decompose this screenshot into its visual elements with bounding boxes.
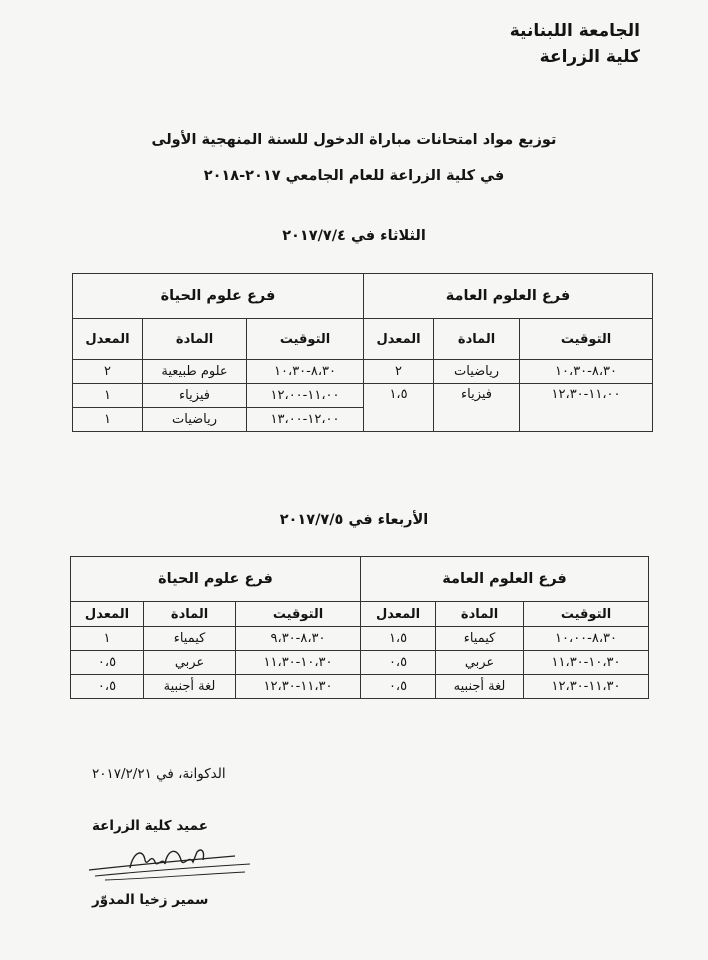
cell-coefficient: ٢ bbox=[364, 360, 434, 384]
cell-time: ٨،٣٠-١٠،٣٠ bbox=[520, 360, 653, 384]
cell-time: ١٠،٣٠-١١،٣٠ bbox=[236, 651, 361, 675]
table-row bbox=[71, 627, 649, 651]
cell-subject: لغة أجنبية bbox=[144, 675, 236, 699]
table-row bbox=[73, 360, 653, 384]
column-header-time: التوقيت bbox=[247, 319, 364, 360]
dean-name: سمير زخيا المدوّر bbox=[92, 892, 209, 908]
cell-subject: عربي bbox=[436, 651, 524, 675]
column-header-subject: المادة bbox=[436, 602, 524, 627]
column-header-coefficient: المعدل bbox=[361, 602, 436, 627]
table-row bbox=[71, 651, 649, 675]
cell-time: ١١،٠٠-١٢،٣٠ bbox=[520, 384, 653, 432]
cell-time: ١٠،٣٠-١١،٣٠ bbox=[524, 651, 649, 675]
day1-life-branch-header: فرع علوم الحياة bbox=[73, 274, 364, 319]
day2-life-branch-header: فرع علوم الحياة bbox=[71, 557, 361, 602]
column-header-time: التوقيت bbox=[520, 319, 653, 360]
column-header-time: التوقيت bbox=[524, 602, 649, 627]
place-and-date: الدكوانة، في ٢٠١٧/٢/٢١ bbox=[92, 766, 226, 782]
cell-coefficient: ٠،٥ bbox=[361, 675, 436, 699]
cell-coefficient: ١ bbox=[71, 627, 144, 651]
cell-time: ٨،٣٠-١٠،٣٠ bbox=[247, 360, 364, 384]
dean-title: عميد كلية الزراعة bbox=[92, 818, 208, 834]
cell-subject: فيزياء bbox=[434, 384, 520, 432]
cell-subject: كيمياء bbox=[144, 627, 236, 651]
cell-time: ٨،٣٠-١٠،٠٠ bbox=[524, 627, 649, 651]
cell-coefficient: ٠،٥ bbox=[71, 651, 144, 675]
cell-coefficient: ٢ bbox=[73, 360, 143, 384]
university-name: الجامعة اللبنانية bbox=[509, 21, 640, 41]
dean-signature bbox=[85, 838, 255, 888]
document-title-line-2: في كلية الزراعة للعام الجامعي ٢٠١٧-٢٠١٨ bbox=[203, 168, 505, 184]
day2-heading: الأربعاء في ٢٠١٧/٧/٥ bbox=[279, 512, 429, 528]
cell-time: ٨،٣٠-٩،٣٠ bbox=[236, 627, 361, 651]
cell-coefficient: ١ bbox=[73, 384, 143, 408]
document-title-line-1: توزيع مواد امتحانات مباراة الدخول للسنة المنهجية الأولى bbox=[151, 132, 557, 148]
cell-time: ١١،٣٠-١٢،٣٠ bbox=[236, 675, 361, 699]
day1-heading: الثلاثاء في ٢٠١٧/٧/٤ bbox=[282, 228, 426, 244]
cell-time: ١١،٠٠-١٢،٠٠ bbox=[247, 384, 364, 408]
cell-coefficient: ٠،٥ bbox=[361, 651, 436, 675]
day2-schedule-table bbox=[70, 556, 649, 699]
cell-coefficient: ٠،٥ bbox=[71, 675, 144, 699]
table-row bbox=[73, 384, 653, 408]
column-header-subject: المادة bbox=[143, 319, 247, 360]
column-header-coefficient: المعدل bbox=[71, 602, 144, 627]
cell-coefficient: ١،٥ bbox=[361, 627, 436, 651]
column-header-subject: المادة bbox=[434, 319, 520, 360]
cell-coefficient: ١،٥ bbox=[364, 384, 434, 432]
faculty-name: كلية الزراعة bbox=[539, 47, 640, 67]
letterhead bbox=[510, 18, 640, 70]
day2-general-branch-header: فرع العلوم العامة bbox=[361, 557, 649, 602]
column-header-subject: المادة bbox=[144, 602, 236, 627]
cell-subject: رياضيات bbox=[434, 360, 520, 384]
column-header-coefficient: المعدل bbox=[73, 319, 143, 360]
cell-subject: علوم طبيعية bbox=[143, 360, 247, 384]
cell-subject: فيزياء bbox=[143, 384, 247, 408]
day1-schedule-table bbox=[72, 273, 653, 432]
cell-subject: رياضيات bbox=[143, 408, 247, 432]
cell-subject: كيمياء bbox=[436, 627, 524, 651]
cell-subject: لغة أجنبيه bbox=[436, 675, 524, 699]
cell-time: ١١،٣٠-١٢،٣٠ bbox=[524, 675, 649, 699]
table-row bbox=[71, 675, 649, 699]
column-header-coefficient: المعدل bbox=[364, 319, 434, 360]
cell-coefficient: ١ bbox=[73, 408, 143, 432]
column-header-time: التوقيت bbox=[236, 602, 361, 627]
day1-general-branch-header: فرع العلوم العامة bbox=[364, 274, 653, 319]
cell-time: ١٢،٠٠-١٣،٠٠ bbox=[247, 408, 364, 432]
cell-subject: عربي bbox=[144, 651, 236, 675]
